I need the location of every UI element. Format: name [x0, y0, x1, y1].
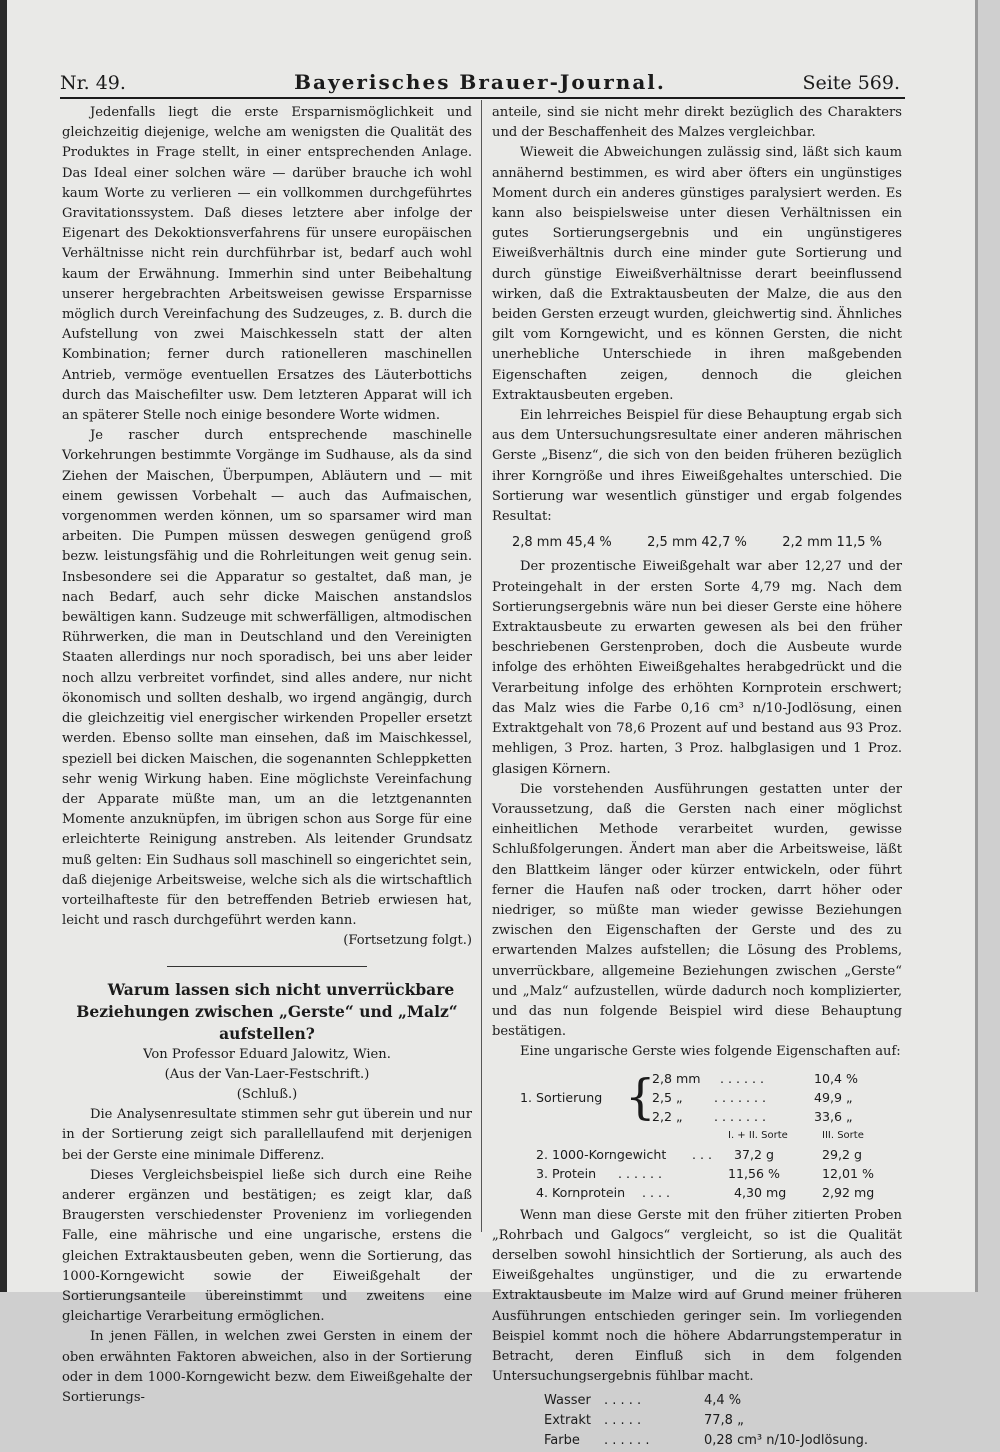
column-divider: [481, 100, 482, 1232]
row-label: 3. Protein: [536, 1165, 597, 1181]
row-label: 2. 1000-Korngewicht: [536, 1146, 667, 1162]
result-row: [492, 1431, 902, 1451]
article-title: Warum lassen sich nicht unverrückbare Beziehungen zwischen „Gerste“ und „Malz“ aufstellen?: [76, 979, 458, 1043]
brace-glyph: {: [625, 1068, 656, 1125]
barley-properties-table: [492, 1069, 902, 1202]
table-row: [492, 1145, 902, 1164]
result-value: 77,8 „: [704, 1413, 744, 1429]
paragraph: In jenen Fällen, in welchen zwei Gersten in einem der oben erwähnten Faktoren abweichen, also in der Sortierung oder in dem 1000-Korngewicht bezw. dem Eiweißgehalte der Sortierungs-: [62, 1329, 472, 1405]
sorting-block: [492, 1069, 902, 1126]
sort-result-item: 2,8 mm 45,4 %: [512, 535, 612, 551]
cell-value: 2,92 mg: [822, 1184, 875, 1200]
paragraph: Jedenfalls liegt die erste Ersparnismöglichkeit und gleichzeitig diejenige, welche am wenigsten die Qualität des Produktes in Frage stellt, in einer entsprechenden Anlage. Das Ideal einer solchen wäre — darüber brauche ich wohl kaum Worte zu verlieren — ein vollkommen durchgeführtes Gravitationssystem. Daß dieses letztere aber infolge der Eigenart des Dekoktionsverfahrens für unsere europäischen Verhältnisse nicht rein durchführbar ist, bedarf auch wohl kaum der Erwähnung. Immerhin sind unter Beibehaltung unserer hergebrachten Arbeitsweisen gewisse Ersparnisse möglich durch Vereinfachung des Sudzeuges, z. B. durch die Aufstellung von zwei Maischkesseln statt der alten Kombination; ferner durch rationelleren maschinellen Antrieb, vermöge eventuellen Ersatzes des Läuterbottichs durch das Maischefilter usw. Dem letzteren Apparat will ich an späterer Stelle noch einige besondere Worte widmen.: [62, 105, 472, 424]
leader-dots: . . .: [692, 1146, 713, 1162]
paragraph: anteile, sind sie nicht mehr direkt bezüglich des Charakters und der Beschaffenheit des Malzes vergleichbar.: [492, 105, 902, 141]
leader-dots: . . . . . .: [618, 1165, 663, 1181]
paragraph: Dieses Vergleichsbeispiel ließe sich durch eine Reihe anderer ergänzen und bestätigen; es zeigt klar, daß Braugersten verschiedenster Provenienz im vorliegenden Falle, eine mährische und eine ungarische, erstens die gleichen Extraktausbeuten geben, wenn die Sortierung, das 1000-Korngewicht sowie der Eiweißgehalt der Sortierungsanteile übereinstimmt und zweitens eine gleichartige Verarbeitung ermöglichen.: [62, 1167, 472, 1325]
table-intro: Eine ungarische Gerste wies folgende Eigenschaften auf:: [520, 1044, 901, 1060]
article-source: (Aus der Van-Laer-Festschrift.): [164, 1066, 370, 1082]
leader-dots: . . . . . .: [604, 1433, 650, 1449]
page-number: Seite 569.: [802, 72, 900, 94]
paragraph: Wieweit die Abweichungen zulässig sind, läßt sich kaum annähernd bestimmen, es wird aber öfters ein ungünstiges Moment durch ein anderes günstiges paralysiert werden. Es kann also beispielsweise unter diesen Verhältnissen ein gutes Sortierungsergebnis und ein ungünstigeres Eiweißverhältnis durch eine minder gute Sortierung und durch günstige Eiweißverhältnisse derart beeinflussend wirken, daß die Extraktausbeuten der Malze, die aus den beiden Gersten erzeugt wurden, gleichwertig sind. Ähnliches gilt vom Korngewicht, und es können Gersten, die nicht unerhebliche Unterschiede in ihren maßgebenden Eigenschaften zeigen, dennoch die gleichen Extraktausbeuten ergeben.: [492, 145, 902, 403]
sort-result-item: 2,2 mm 11,5 %: [782, 535, 882, 551]
header-rule: [60, 97, 905, 99]
cell-value: 37,2 g: [734, 1146, 775, 1162]
paragraph: Je rascher durch entsprechende maschinelle Vorkehrungen bestimmte Vorgänge im Sudhause, als da sind Ziehen der Maischen, Überpumpen, Abläutern und — mit einem gewissen Vorbehalt — auch das Aufmaischen, vorgenommen werden können, um so sparsamer wird man arbeiten. Die Pumpen müssen deswegen genügend groß bezw. leistungsfähig und die Rohrleitungen weit genug sein. Insbesondere sei die Apparatur so gestaltet, daß man, je nach Bedarf, auch sehr dicke Maischen anstandslos bewältigen kann. Sudzeuge mit schwerfälligen, altmodischen Rührwerken, die man in Deutschland und den Vereinigten Staaten allerdings nur noch sporadisch, bei uns aber leider noch allzu verbreitet vorfindet, sind alles andere, nur nicht ökonomisch und sollten deshalb, wo irgend angängig, durch die gleichzeitig viel energischer wirkenden Propeller ersetzt werden. Ebenso sollte man einsehen, daß im Maischkessel, speziell bei dicken Maischen, die sogenannten Schleppketten sehr wenig Wirkung haben. Eine möglichste Vereinfachung der Apparate müßte man, um an die letztgenannten Momente anzuknüpfen, im übrigen schon aus Sorge für eine erleichterte Reinigung anstreben. Als leitender Grundsatz muß gelten: Ein Sudhaus soll maschinell so eingerichtet sein, daß diejenige Arbeitsweise, welche sich als die wirtschaftlich vorteilhafteste für den betreffenden Betrieb erwiesen hat, leicht und rasch durchgeführt werden kann.: [62, 428, 472, 929]
paragraph: Die vorstehenden Ausführungen gestatten unter der Voraussetzung, daß die Gersten nach einer möglichst einheitlichen Methode verarbeitet wurden, gewisse Schlußfolgerungen. Ändert man aber die Arbeitsweise, läßt den Blattkeim länger oder kürzer entwickeln, oder führt ferner die Haufen naß oder trocken, darrt höher oder niedriger, so müßte man wieder gewisse Beziehungen zwischen den Eigenschaften der Gerste und des zu erwartenden Malzes aufstellen; die Lösung des Problems, unverrückbare, allgemeine Beziehungen zwischen „Gerste“ und „Malz“ aufzustellen, würde dadurch noch komplizierter, und das nun folgende Beispiel wird diese Behauptung bestätigen.: [492, 781, 902, 1040]
left-column: [62, 103, 472, 1408]
paragraph: Ein lehrreiches Beispiel für diese Behauptung ergab sich aus dem Untersuchungsresultate einer anderen mährischen Gerste „Bisenz“, die sich von den beiden früheren bezüglich ihrer Korngröße und ihres Eiweißgehaltes unterschied. Die Sortierung war wesentlich günstiger und ergab folgendes Resultat:: [492, 408, 902, 525]
result-value: 0,28 cm³ n/10-Jodlösung.: [704, 1433, 869, 1449]
sort-result-item: 2,5 mm 42,7 %: [647, 535, 747, 551]
sort-size: 2,8 mm: [652, 1070, 701, 1086]
table-row: [492, 1107, 902, 1126]
article-byline: Von Professor Eduard Jalowitz, Wien.: [143, 1046, 391, 1062]
table-row: [492, 1069, 902, 1088]
issue-number: Nr. 49.: [60, 72, 126, 94]
leader-dots: . . . . .: [604, 1413, 642, 1429]
result-label: Extrakt: [544, 1413, 591, 1429]
journal-title: Bayerisches Brauer-Journal.: [294, 70, 666, 94]
leader-dots: . . . .: [642, 1184, 671, 1200]
article-separator: [167, 966, 367, 967]
cell-value: 4,30 mg: [734, 1184, 787, 1200]
paragraph: Die Analysenresultate stimmen sehr gut überein und nur in der Sortierung zeigt sich parallellaufend mit derjenigen bei der Gerste eine minimale Differenz.: [62, 1107, 472, 1163]
table-row: [492, 1164, 902, 1183]
column-header: I. + II. Sorte: [728, 1129, 788, 1141]
page-header: [60, 70, 900, 100]
page-binding-edge: [0, 0, 7, 1292]
article-conclusion-marker: (Schluß.): [236, 1086, 298, 1102]
sort-value: 49,9 „: [814, 1089, 853, 1105]
cell-value: 29,2 g: [822, 1146, 863, 1162]
leader-dots: . . . . .: [604, 1393, 642, 1409]
right-column: [492, 103, 902, 1451]
sorting-result-line: [492, 527, 902, 557]
result-row: [492, 1411, 902, 1431]
continuation-note: (Fortsetzung folgt.): [343, 933, 472, 949]
malt-results: [492, 1391, 902, 1451]
sorting-label: 1. Sortierung: [520, 1089, 603, 1105]
result-label: Farbe: [544, 1433, 580, 1449]
sort-size: 2,2 „: [652, 1108, 683, 1124]
leader-dots: . . . . . . .: [714, 1089, 767, 1105]
table-row: [492, 1183, 902, 1202]
sort-size: 2,5 „: [652, 1089, 683, 1105]
result-label: Wasser: [544, 1393, 591, 1409]
leader-dots: . . . . . .: [720, 1070, 765, 1086]
table-row: [492, 1088, 902, 1107]
cell-value: 12,01 %: [822, 1165, 875, 1181]
table-header-row: [492, 1126, 902, 1145]
sort-value: 10,4 %: [814, 1070, 859, 1086]
cell-value: 11,56 %: [728, 1165, 781, 1181]
column-header: III. Sorte: [822, 1129, 864, 1141]
sort-value: 33,6 „: [814, 1108, 853, 1124]
paragraph: Wenn man diese Gerste mit den früher zitierten Proben „Rohrbach und Galgocs“ vergleicht, so ist die Qualität derselben sowohl hinsichtlich der Sortierung, als auch des Eiweißgehaltes ungünstiger, und die zu erwartende Extraktausbeute im Malze wird auf Grund meiner früheren Ausführungen entschieden geringer sein. Im vorliegenden Beispiel kommt noch die höhere Abdarrungstemperatur in Betracht, deren Einfluß sich in dem folgenden Untersuchungsergebnis fühlbar macht.: [492, 1207, 902, 1385]
leader-dots: . . . . . . .: [714, 1108, 767, 1124]
row-label: 4. Kornprotein: [536, 1184, 626, 1200]
result-value: 4,4 %: [704, 1393, 742, 1409]
result-row: [492, 1391, 902, 1411]
paragraph: Der prozentische Eiweißgehalt war aber 12,27 und der Proteingehalt in der ersten Sorte 4,79 mg. Nach dem Sortierungsergebnis wäre nun bei dieser Gerste eine höhere Extraktausbeute zu erwarten gewesen als bei den früher beschriebenen Gerstenproben, doch die Ausbeute wurde infolge des erhöhten Eiweißgehaltes herabgedrückt und die Verarbeitung infolge des erhöhten Kornprotein erschwert; das Malz wies die Farbe 0,16 cm³ n/10-Jodlösung, einen Extraktgehalt von 78,6 Prozent auf und bestand aus 93 Proz. mehligen, 3 Proz. harten, 3 Proz. halbglasigen und 1 Proz. glasigen Körnern.: [492, 559, 902, 777]
